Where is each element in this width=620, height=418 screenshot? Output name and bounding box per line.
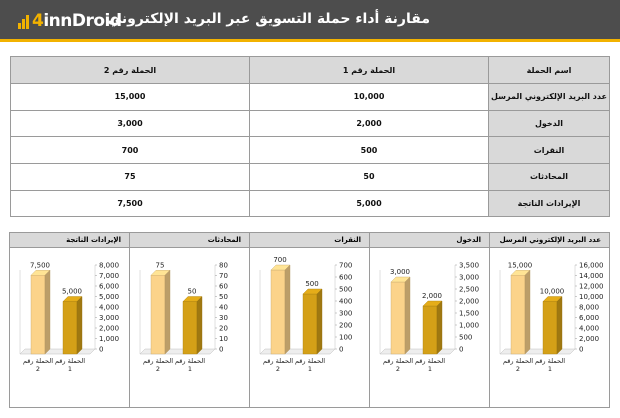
app-header (0, 0, 620, 42)
chart-title: المحادثات (130, 233, 249, 248)
bar (151, 275, 165, 354)
y-tick-label: 30 (219, 314, 228, 322)
bar (423, 306, 437, 354)
x-tick-label: 1 (67, 365, 73, 373)
logo-text: innDroid (43, 11, 122, 31)
data-label: 10,000 (539, 287, 565, 296)
x-tick-label: 2 (35, 365, 41, 373)
bar (63, 302, 77, 355)
table-cell: 2,000 (250, 110, 489, 137)
y-tick-label: 70 (219, 272, 228, 280)
row-label: الدخول (489, 110, 610, 137)
x-tick-label: 1 (187, 365, 193, 373)
chart-svg (250, 248, 370, 408)
row-label: المحادثات (489, 164, 610, 191)
chart-svg (130, 248, 250, 408)
x-tick-label: الحملة رقم (54, 357, 86, 365)
x-tick-label: الحملة رقم (502, 357, 534, 365)
y-tick-label: 300 (339, 309, 353, 318)
chart-title: الإيرادات الناتجة (10, 233, 129, 248)
y-tick-label: 1,000 (459, 321, 480, 330)
bar (31, 275, 45, 354)
bar-side (77, 297, 82, 355)
table-cell: 10,000 (250, 84, 489, 111)
chart-panel-emails-sent (489, 232, 610, 408)
data-label: 50 (187, 287, 197, 296)
data-label: 700 (273, 256, 287, 264)
table-header-cell: الحملة رقم 1 (250, 57, 489, 84)
chart-panel-clicks (249, 232, 370, 408)
table-row (11, 110, 610, 137)
data-label: 7,500 (29, 261, 51, 270)
y-tick-label: 400 (339, 297, 353, 306)
y-tick-label: 3,000 (99, 314, 120, 322)
chart-svg (490, 248, 610, 408)
x-tick-label: 2 (275, 365, 281, 373)
data-label: 75 (155, 261, 165, 270)
chart-title: عدد البريد الإلكتروني المرسل (490, 233, 609, 248)
table-cell: 3,000 (11, 110, 250, 137)
x-tick-label: الحملة رقم (174, 357, 206, 365)
y-tick-label: 2,500 (459, 285, 480, 294)
row-label: الإيرادات الناتجة (489, 190, 610, 217)
y-tick-label: 1,500 (459, 309, 480, 318)
y-tick-label: 0 (219, 345, 224, 354)
bar-side (285, 265, 290, 354)
bar-side (437, 301, 442, 354)
y-tick-label: 500 (339, 285, 353, 294)
y-tick-label: 20 (219, 324, 228, 333)
comparison-table (10, 56, 610, 217)
y-tick-label: 5,000 (99, 293, 120, 301)
x-tick-label: الحملة رقم (534, 357, 566, 365)
table-cell: 7,500 (11, 190, 250, 217)
chart-svg (370, 248, 490, 408)
chart-panel-revenue (9, 232, 130, 408)
y-tick-label: 0 (579, 345, 584, 354)
y-tick-label: 50 (219, 293, 228, 301)
y-tick-label: 4,000 (579, 324, 600, 333)
table-cell: 50 (250, 164, 489, 191)
chart-panel-conversations (129, 232, 250, 408)
y-tick-label: 1,000 (99, 335, 120, 343)
table-row (11, 137, 610, 164)
y-tick-label: 500 (459, 333, 473, 342)
logo-bars-icon (18, 13, 29, 29)
y-tick-label: 0 (459, 345, 464, 354)
x-tick-label: 2 (395, 365, 401, 373)
x-tick-label: الحملة رقم (142, 357, 174, 365)
bar (511, 275, 525, 354)
x-tick-label: 1 (307, 365, 313, 373)
y-tick-label: 2,000 (99, 324, 120, 333)
y-tick-label: 2,000 (459, 297, 480, 306)
bar (391, 282, 405, 354)
y-tick-label: 3,500 (459, 261, 480, 270)
y-tick-label: 60 (219, 282, 228, 291)
chart-title: الدخول (370, 233, 489, 248)
bar-side (317, 289, 322, 354)
y-tick-label: 0 (339, 345, 344, 354)
table-cell: 15,000 (11, 84, 250, 111)
logo-prefix: 4 (32, 11, 44, 31)
bar-side (197, 297, 202, 355)
x-tick-label: الحملة رقم (262, 357, 294, 365)
y-tick-label: 16,000 (579, 261, 604, 270)
row-label: عدد البريد الإلكتروني المرسل (489, 84, 610, 111)
table-row (11, 164, 610, 191)
data-label: 500 (305, 280, 319, 288)
data-label: 15,000 (507, 261, 533, 270)
chart-panel-entries (369, 232, 490, 408)
y-tick-label: 2,000 (579, 335, 600, 343)
table-header-row (11, 57, 610, 84)
table-cell: 75 (11, 164, 250, 191)
data-label: 2,000 (421, 292, 443, 300)
y-tick-label: 600 (339, 273, 353, 282)
y-tick-label: 3,000 (459, 273, 480, 282)
bar-side (45, 270, 50, 354)
data-label: 3,000 (389, 268, 411, 276)
x-tick-label: الحملة رقم (294, 357, 326, 365)
y-tick-label: 14,000 (579, 272, 604, 280)
y-tick-label: 80 (219, 261, 228, 270)
y-tick-label: 10 (219, 335, 228, 343)
x-tick-label: الحملة رقم (22, 357, 54, 365)
bar (303, 294, 317, 354)
x-tick-label: 2 (515, 365, 521, 373)
table-cell: 700 (11, 137, 250, 164)
x-tick-label: الحملة رقم (382, 357, 414, 365)
y-tick-label: 0 (99, 345, 104, 354)
bar-side (525, 270, 530, 354)
y-tick-label: 4,000 (99, 303, 120, 312)
table-cell: 500 (250, 137, 489, 164)
chart-svg (10, 248, 130, 408)
bar (543, 302, 557, 355)
bar-side (557, 297, 562, 355)
table-row (11, 84, 610, 111)
bar-side (165, 270, 170, 354)
y-tick-label: 8,000 (99, 261, 120, 270)
x-tick-label: 2 (155, 365, 161, 373)
x-tick-label: الحملة رقم (414, 357, 446, 365)
data-label: 5,000 (61, 287, 83, 296)
logo (18, 9, 122, 33)
y-tick-label: 12,000 (579, 282, 604, 291)
bar (271, 270, 285, 354)
x-tick-label: 1 (547, 365, 553, 373)
y-tick-label: 8,000 (579, 303, 600, 312)
table-header-cell: اسم الحملة (489, 57, 610, 84)
x-tick-label: 1 (427, 365, 433, 373)
table-cell: 5,000 (250, 190, 489, 217)
table-row (11, 190, 610, 217)
table-header-cell: الحملة رقم 2 (11, 57, 250, 84)
charts-row (10, 232, 610, 408)
page-title: مقارنة أداء حملة التسويق عبر البريد الإلكتروني (107, 11, 430, 27)
y-tick-label: 6,000 (99, 282, 120, 291)
chart-title: النقرات (250, 233, 369, 248)
bar (183, 302, 197, 355)
y-tick-label: 200 (339, 321, 353, 330)
y-tick-label: 6,000 (579, 314, 600, 322)
y-tick-label: 7,000 (99, 272, 120, 280)
y-tick-label: 10,000 (579, 293, 604, 301)
y-tick-label: 100 (339, 333, 353, 342)
y-tick-label: 700 (339, 261, 353, 270)
bar-side (405, 277, 410, 354)
row-label: النقرات (489, 137, 610, 164)
y-tick-label: 40 (219, 303, 228, 312)
